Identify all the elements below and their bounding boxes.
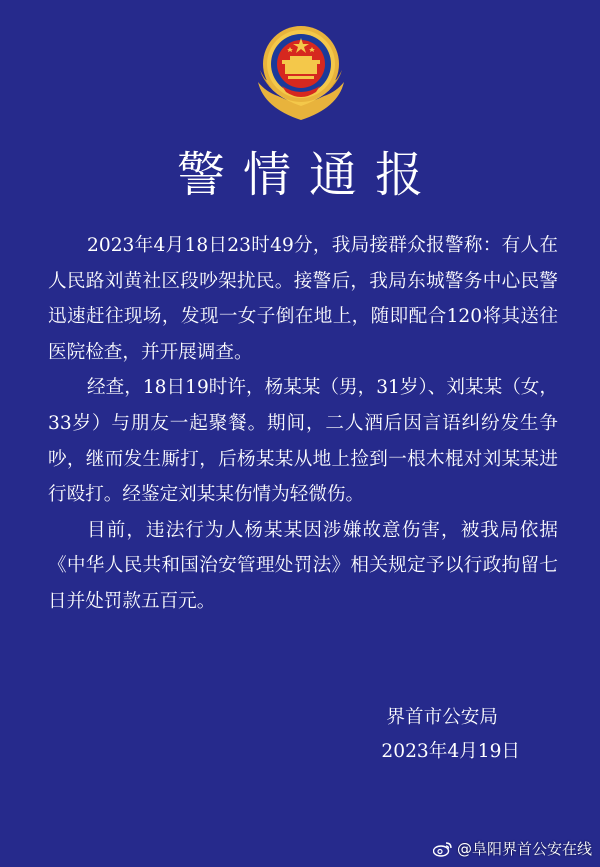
notice-body (48, 228, 558, 620)
paragraph-incident: 2023年4月18日23时49分，我局接群众报警称：有人在人民路刘黄社区段吵架扰民。接警后，我局东城警务中心民警迅速赶往现场，发现一女子倒在地上，随即配合120将其送往医院检查，并开展调查。 (48, 235, 558, 363)
notice-title: 警情通报 (176, 147, 441, 203)
signature-date: 2023年4月19日 (381, 741, 520, 762)
paragraph-penalty: 目前，违法行为人杨某某因涉嫌故意伤害，被我局依据《中华人民共和国治安管理处罚法》相关规定予以行政拘留七日并处罚款五百元。 (48, 519, 558, 612)
police-emblem-icon (250, 20, 352, 124)
watermark-text: @阜阳界首公安在线 (456, 840, 592, 858)
weibo-watermark (433, 838, 592, 859)
weibo-icon (433, 841, 453, 857)
signature-organization: 界首市公安局 (386, 707, 498, 728)
paragraph-investigation: 经查，18日19时许，杨某某（男，31岁）、刘某某（女，33岁）与朋友一起聚餐。期间，二人酒后因言语纠纷发生争吵，继而发生厮打，后杨某某从地上捡到一根木棍对刘某某进行殴打。经鉴定刘某某伤情为轻微伤。 (48, 377, 558, 506)
